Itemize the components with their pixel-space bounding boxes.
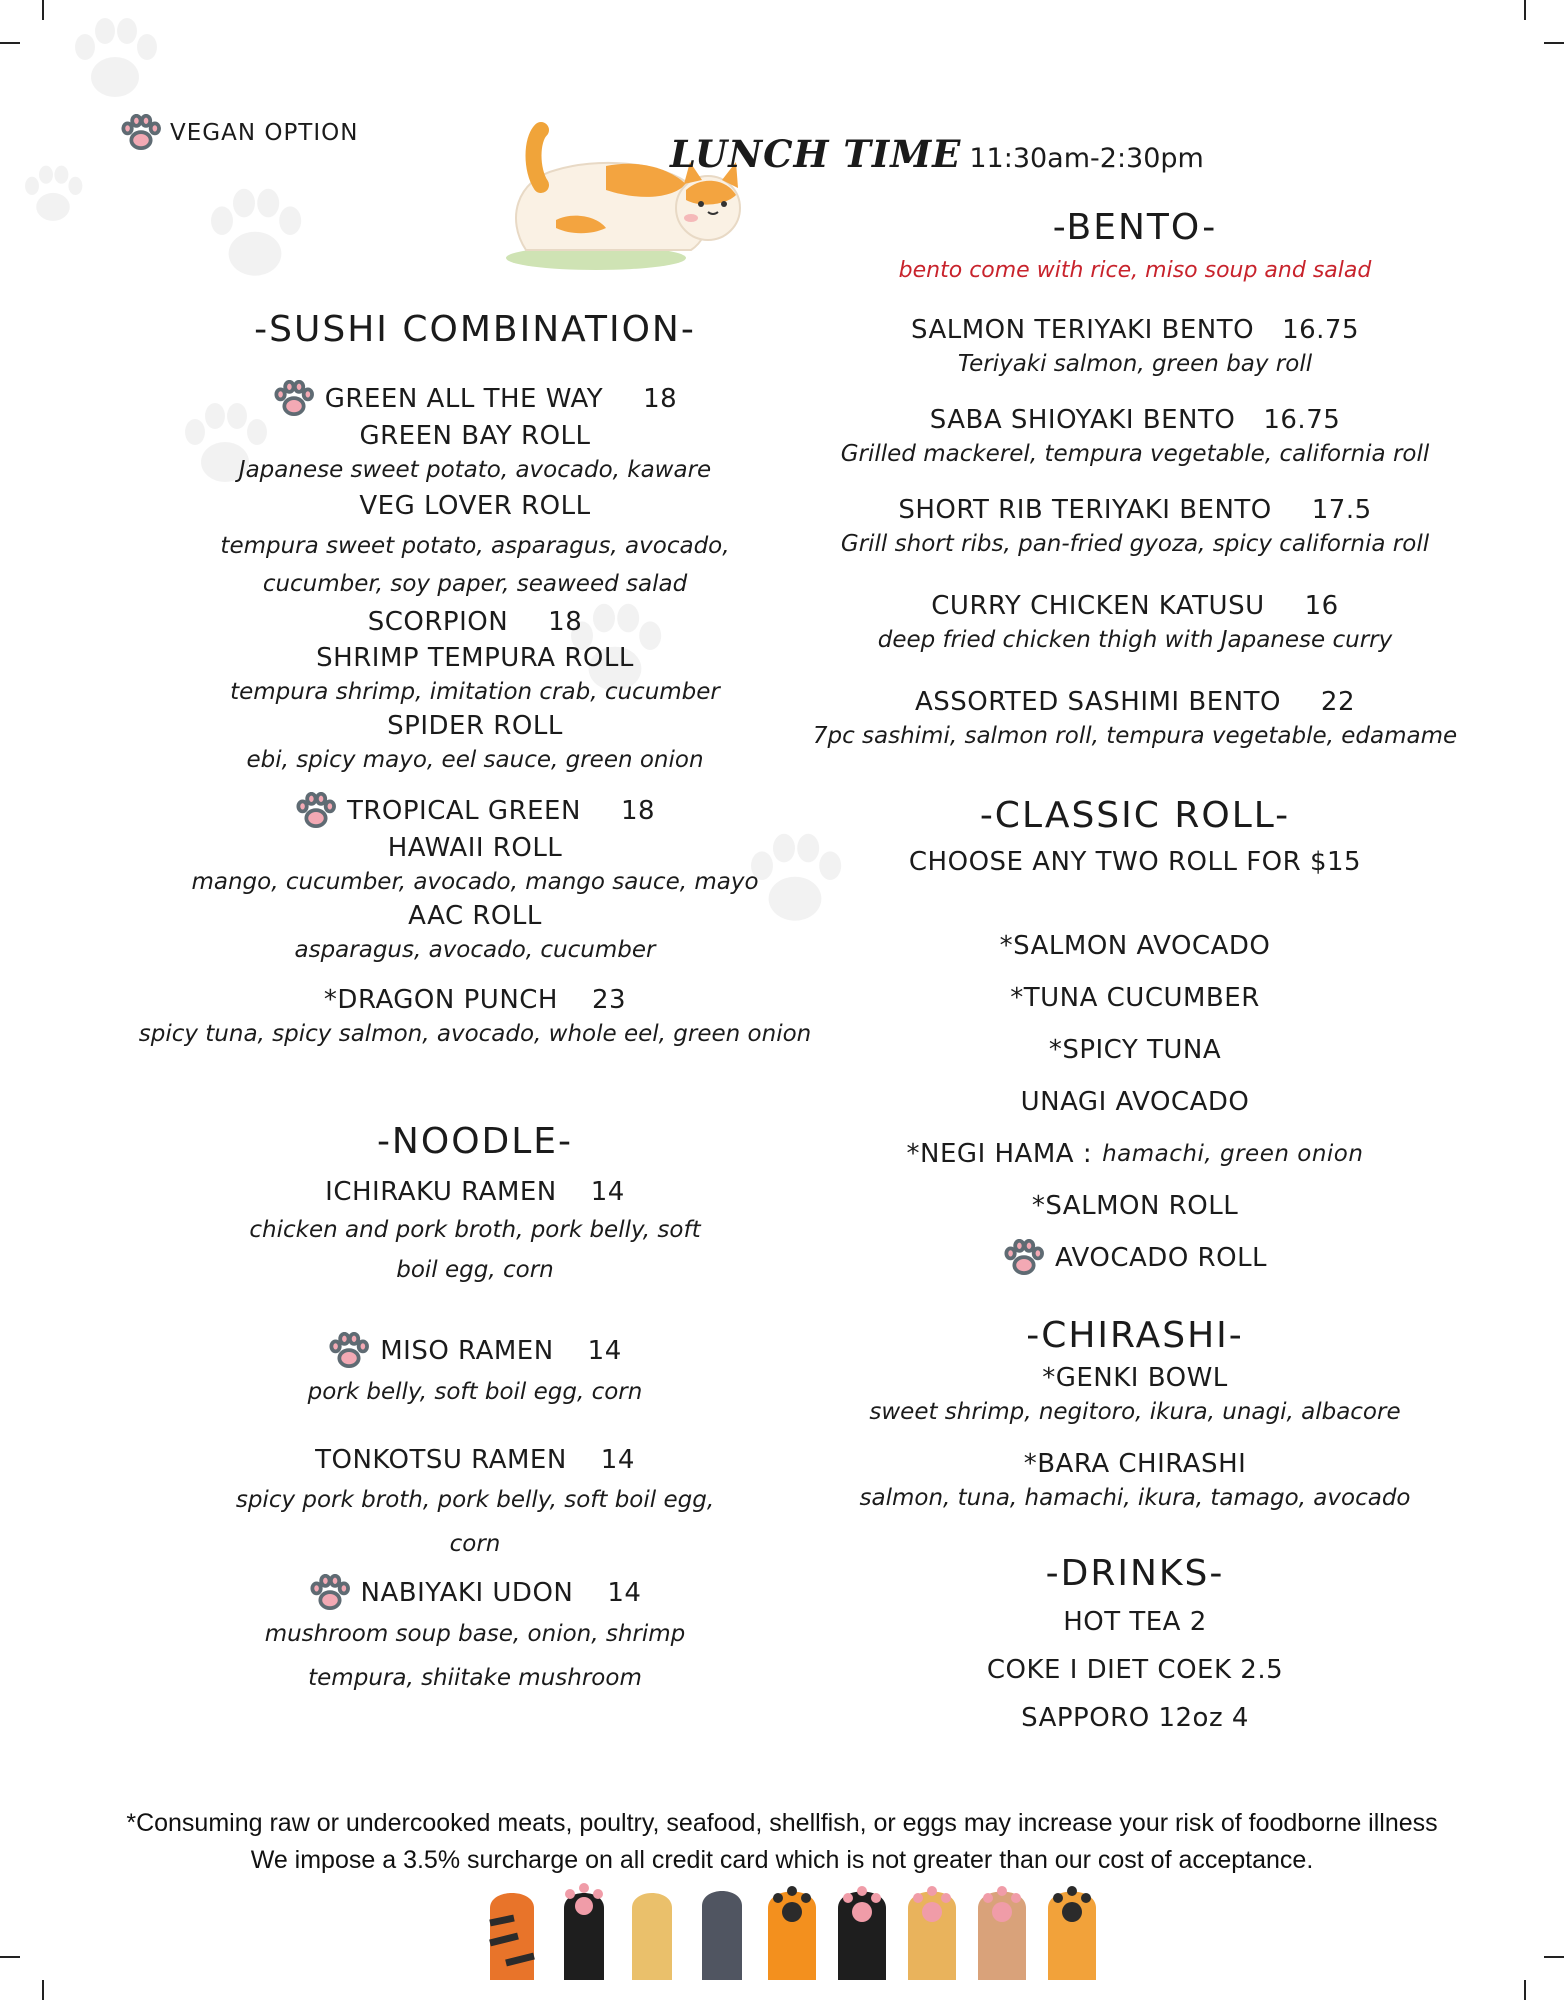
chirashi-section — [800, 1312, 1470, 1514]
crop-mark — [1524, 0, 1526, 20]
item-price: 14 — [587, 1336, 622, 1366]
roll-description: ebi, spicy mayo, eel sauce, green onion — [246, 747, 704, 773]
item-description: Grill short ribs, pan-fried gyoza, spicy california roll — [840, 531, 1430, 557]
roll-name: HAWAII ROLL — [387, 833, 563, 863]
item-name: SHORT RIB TERIYAKI BENTO — [898, 495, 1272, 525]
menu-item — [800, 312, 1470, 380]
cat-paw-icon — [1044, 1878, 1100, 1980]
item-description: boil egg, corn — [396, 1257, 554, 1283]
paw-icon — [328, 1332, 370, 1370]
item-price: 18 — [643, 384, 678, 414]
item-name: *GENKI BOWL — [1042, 1363, 1228, 1393]
item-name: SABA SHIOYAKI BENTO — [929, 405, 1236, 435]
cat-illustration — [486, 100, 756, 280]
cat-paw-icon — [554, 1878, 610, 1980]
roll-name: SHRIMP TEMPURA ROLL — [316, 643, 634, 673]
item-description: Teriyaki salmon, green bay roll — [957, 351, 1313, 377]
item-description: pork belly, soft boil egg, corn — [307, 1379, 643, 1405]
footer-notes — [0, 1805, 1564, 1879]
item-name: ASSORTED SASHIMI BENTO — [914, 687, 1281, 717]
item-price: 14 — [600, 1445, 635, 1475]
crop-mark — [1544, 1956, 1564, 1958]
item-price: 16.75 — [1263, 405, 1341, 435]
background-paw-icon — [18, 140, 88, 250]
list-item: *SPICY TUNA — [1048, 1035, 1222, 1065]
paw-icon — [120, 114, 162, 152]
item-price: 23 — [591, 985, 627, 1015]
list-item: *SALMON ROLL — [1031, 1191, 1239, 1221]
item-name: SCORPION — [367, 607, 509, 637]
list-item: HOT TEA 2 — [1063, 1607, 1207, 1637]
roll-description: mango, cucumber, avocado, mango sauce, mayo — [191, 869, 759, 895]
sushi-combination-section — [130, 306, 820, 354]
item-description: mushroom soup base, onion, shrimp — [264, 1621, 686, 1647]
item-name: *BARA CHIRASHI — [1023, 1449, 1247, 1479]
list-item — [800, 1128, 1470, 1180]
item-name: ICHIRAKU RAMEN — [325, 1177, 557, 1207]
paw-icon — [1003, 1239, 1045, 1277]
menu-item — [130, 1332, 820, 1414]
item-name: *NEGI HAMA : — [906, 1139, 1093, 1169]
item-name: TROPICAL GREEN — [346, 796, 581, 826]
item-description: spicy tuna, spicy salmon, avocado, whole eel, green onion — [138, 1021, 812, 1047]
item-price: 16.75 — [1282, 315, 1360, 345]
roll-description: cucumber, soy paper, seaweed salad — [262, 571, 688, 597]
roll-name: GREEN BAY ROLL — [359, 421, 591, 451]
cat-paw-icon — [624, 1878, 680, 1980]
item-description: hamachi, green onion — [1102, 1141, 1364, 1167]
paw-icon — [295, 792, 337, 830]
list-item: *TUNA CUCUMBER — [1010, 983, 1260, 1013]
paw-icon — [273, 380, 315, 418]
crop-mark — [0, 1956, 20, 1958]
item-name: SALMON TERIYAKI BENTO — [910, 315, 1255, 345]
item-price: 14 — [590, 1177, 625, 1207]
surcharge-notice: We impose a 3.5% surcharge on all credit card which is not greater than our cost of acceptance. — [250, 1846, 1314, 1874]
section-title: -CLASSIC ROLL- — [979, 795, 1291, 836]
item-name: *DRAGON PUNCH — [323, 985, 558, 1015]
classic-roll-section — [800, 792, 1470, 880]
lunch-header — [670, 132, 1204, 182]
item-description: spicy pork broth, pork belly, soft boil egg, — [235, 1487, 715, 1513]
item-price: 22 — [1320, 687, 1356, 717]
drinks-section — [800, 1550, 1470, 1742]
menu-item — [800, 684, 1470, 752]
section-title: -BENTO- — [1052, 207, 1218, 248]
list-item — [800, 1232, 1470, 1284]
bento-section — [800, 204, 1470, 286]
section-title: -CHIRASHI- — [1026, 1315, 1244, 1356]
roll-description: tempura sweet potato, asparagus, avocado, — [220, 533, 730, 559]
item-description: tempura, shiitake mushroom — [308, 1665, 642, 1691]
item-description: 7pc sashimi, salmon roll, tempura vegetable, edamame — [812, 723, 1458, 749]
crop-mark — [42, 1980, 44, 2000]
cat-paw-icon — [904, 1878, 960, 1980]
menu-item — [130, 380, 820, 600]
item-description: sweet shrimp, negitoro, ikura, unagi, albacore — [869, 1399, 1401, 1425]
noodle-section — [130, 1118, 820, 1166]
vegan-legend-label: VEGAN OPTION — [170, 120, 359, 146]
list-item: COKE I DIET COEK 2.5 — [986, 1655, 1284, 1685]
paw-icon — [309, 1574, 351, 1612]
bento-note: bento come with rice, miso soup and salad — [898, 258, 1372, 283]
item-description: deep fried chicken thigh with Japanese curry — [877, 627, 1393, 653]
classic-roll-subtitle: CHOOSE ANY TWO ROLL FOR $15 — [908, 847, 1362, 877]
item-price: 14 — [607, 1578, 642, 1608]
section-title: -DRINKS- — [1045, 1553, 1225, 1594]
background-paw-icon — [200, 185, 310, 285]
vegan-legend — [120, 112, 358, 154]
item-description: chicken and pork broth, pork belly, soft — [249, 1217, 701, 1243]
roll-description: asparagus, avocado, cucumber — [294, 937, 656, 963]
item-name: GREEN ALL THE WAY — [324, 384, 604, 414]
menu-item — [130, 604, 820, 776]
item-name: TONKOTSU RAMEN — [315, 1445, 567, 1475]
section-title: -SUSHI COMBINATION- — [254, 309, 696, 350]
crop-mark — [1544, 42, 1564, 44]
cat-paw-icon — [834, 1878, 890, 1980]
section-title: -NOODLE- — [376, 1121, 574, 1162]
menu-item — [130, 982, 820, 1050]
lunch-hours: 11:30am-2:30pm — [969, 143, 1204, 174]
item-name: AVOCADO ROLL — [1054, 1243, 1268, 1273]
item-name: MISO RAMEN — [380, 1336, 554, 1366]
list-item: UNAGI AVOCADO — [1020, 1087, 1250, 1117]
item-name: CURRY CHICKEN KATUSU — [931, 591, 1265, 621]
item-description: corn — [449, 1531, 501, 1557]
menu-item — [130, 792, 820, 966]
menu-item — [800, 402, 1470, 470]
item-price: 18 — [548, 607, 583, 637]
background-paw-icon — [60, 15, 170, 105]
cat-paw-icon — [694, 1878, 750, 1980]
classic-roll-list — [800, 920, 1470, 1284]
roll-description: tempura shrimp, imitation crab, cucumber — [230, 679, 720, 705]
page-title: LUNCH TIME — [670, 132, 962, 176]
list-item: *SALMON AVOCADO — [999, 931, 1271, 961]
crop-mark — [0, 42, 20, 44]
roll-description: Japanese sweet potato, avocado, kaware — [238, 457, 712, 483]
crop-mark — [1524, 1980, 1526, 2000]
item-description: salmon, tuna, hamachi, ikura, tamago, avocado — [859, 1485, 1411, 1511]
roll-name: AAC ROLL — [408, 901, 542, 931]
menu-item — [130, 1174, 820, 1290]
item-price: 17.5 — [1311, 495, 1372, 525]
menu-item — [130, 1574, 820, 1700]
item-description: Grilled mackerel, tempura vegetable, california roll — [840, 441, 1430, 467]
cat-paw-icon — [764, 1878, 820, 1980]
cat-paw-icon — [974, 1878, 1030, 1980]
cat-paws-illustration — [484, 1878, 1100, 1980]
menu-item — [800, 588, 1470, 656]
roll-name: SPIDER ROLL — [387, 711, 563, 741]
raw-food-warning: *Consuming raw or undercooked meats, poultry, seafood, shellfish, or eggs may increase your risk of foodborne illness — [126, 1809, 1438, 1837]
item-name: NABIYAKI UDON — [360, 1578, 574, 1608]
cat-paw-icon — [484, 1878, 540, 1980]
crop-mark — [42, 0, 44, 20]
item-price: 16 — [1304, 591, 1339, 621]
list-item: SAPPORO 12oz 4 — [1021, 1703, 1249, 1733]
menu-item — [800, 492, 1470, 560]
menu-item — [130, 1442, 820, 1566]
roll-name: VEG LOVER ROLL — [359, 491, 591, 521]
item-price: 18 — [620, 796, 656, 826]
